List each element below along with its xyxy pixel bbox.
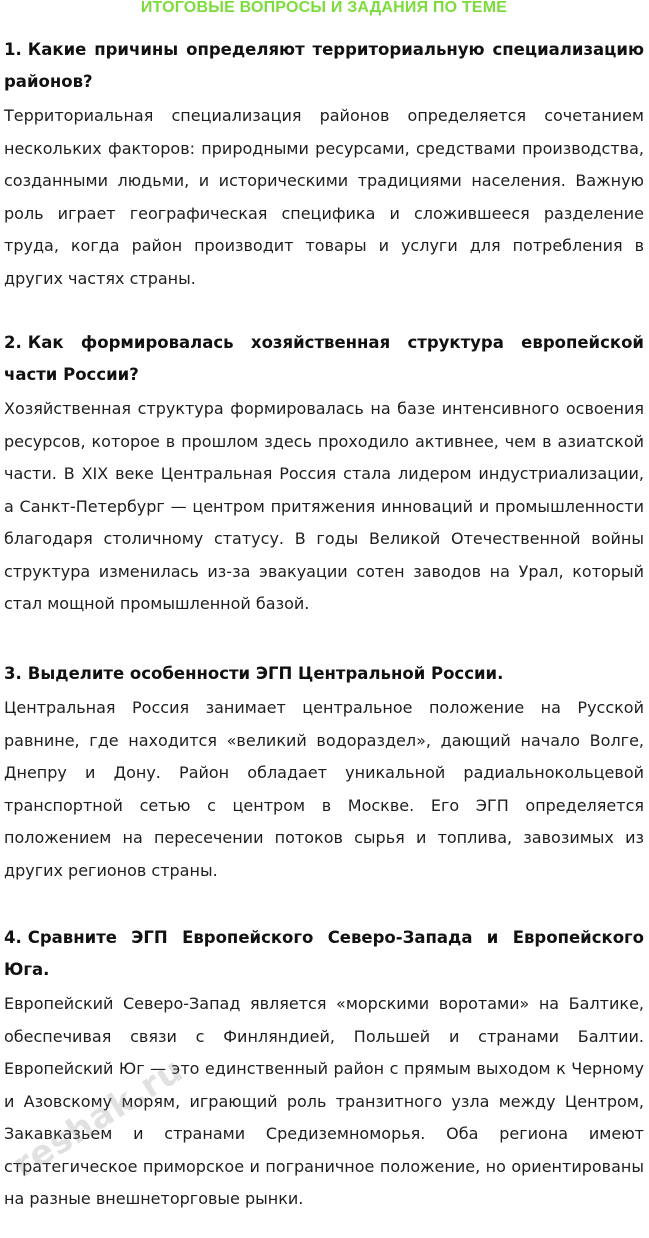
question-block-2	[4, 327, 644, 623]
question-text: Выделите особенности ЭГП Центральной России.	[27, 664, 504, 683]
question-block-4	[4, 922, 644, 1218]
question-block-3	[4, 658, 644, 889]
question-number: 3.	[4, 664, 22, 683]
question-text: Какие причины определяют территориальную специализацию районов?	[4, 40, 644, 91]
page-title: ИТОГОВЫЕ ВОПРОСЫ И ЗАДАНИЯ ПО ТЕМЕ	[140, 0, 508, 16]
question-text: Сравните ЭГП Европейского Северо-Запада и Европейского Юга.	[4, 928, 644, 979]
answer-text: Хозяйственная структура формировалась на базе интенсивного освоения ресурсов, которое в прошлом здесь проходило активнее, чем в азиатской части. В XIX веке Центральная Россия стала лидером индустриализации, а Санкт-Петербург — центром притяжения инноваций и промышленности благодаря столичному статусу. В годы Великой Отечественной войны структура изменилась из-за эвакуации сотен заводов на Урал, который стал мощной промышленной базой.	[4, 399, 644, 613]
question-number: 4.	[4, 928, 22, 947]
question-text: Как формировалась хозяйственная структура европейской части России?	[4, 333, 644, 384]
question-heading	[4, 327, 644, 391]
question-heading	[4, 922, 644, 986]
question-number: 2.	[4, 333, 22, 352]
watermark: reshak.ru	[6, 1049, 191, 1186]
question-block-1	[4, 34, 644, 297]
answer-text: Европейский Северо-Запад является «морскими воротами» на Балтике, обеспечивая связи с Финляндией, Польшей и странами Балтии. Европейский Юг — это единственный район с прямым выходом к Черному и Азовскому морям, играющий роль транзитного узла между Центром, Закавказьем и странами Средиземноморья. Оба региона имеют стратегическое приморское и пограничное положение, но ориентированы на разные внешнеторговые рынки.	[4, 994, 644, 1208]
answer-text: Центральная Россия занимает центральное положение на Русской равнине, где находится «великий водораздел», дающий начало Волге, Днепру и Дону. Район обладает уникальной радиальнокольцевой транспортной сетью с центром в Москве. Его ЭГП определяется положением на пересечении потоков сырья и топлива, завозимых из других регионов страны.	[4, 698, 644, 880]
question-heading	[4, 34, 644, 98]
question-heading	[4, 658, 644, 690]
question-number: 1.	[4, 40, 22, 59]
answer-text: Территориальная специализация районов определяется сочетанием нескольких факторов: природными ресурсами, средствами производства, созданными людьми, и историческими традициями населения. Важную роль играет географическая специфика и сложившееся разделение труда, когда район производит товары и услуги для потребления в других частях страны.	[4, 106, 644, 288]
